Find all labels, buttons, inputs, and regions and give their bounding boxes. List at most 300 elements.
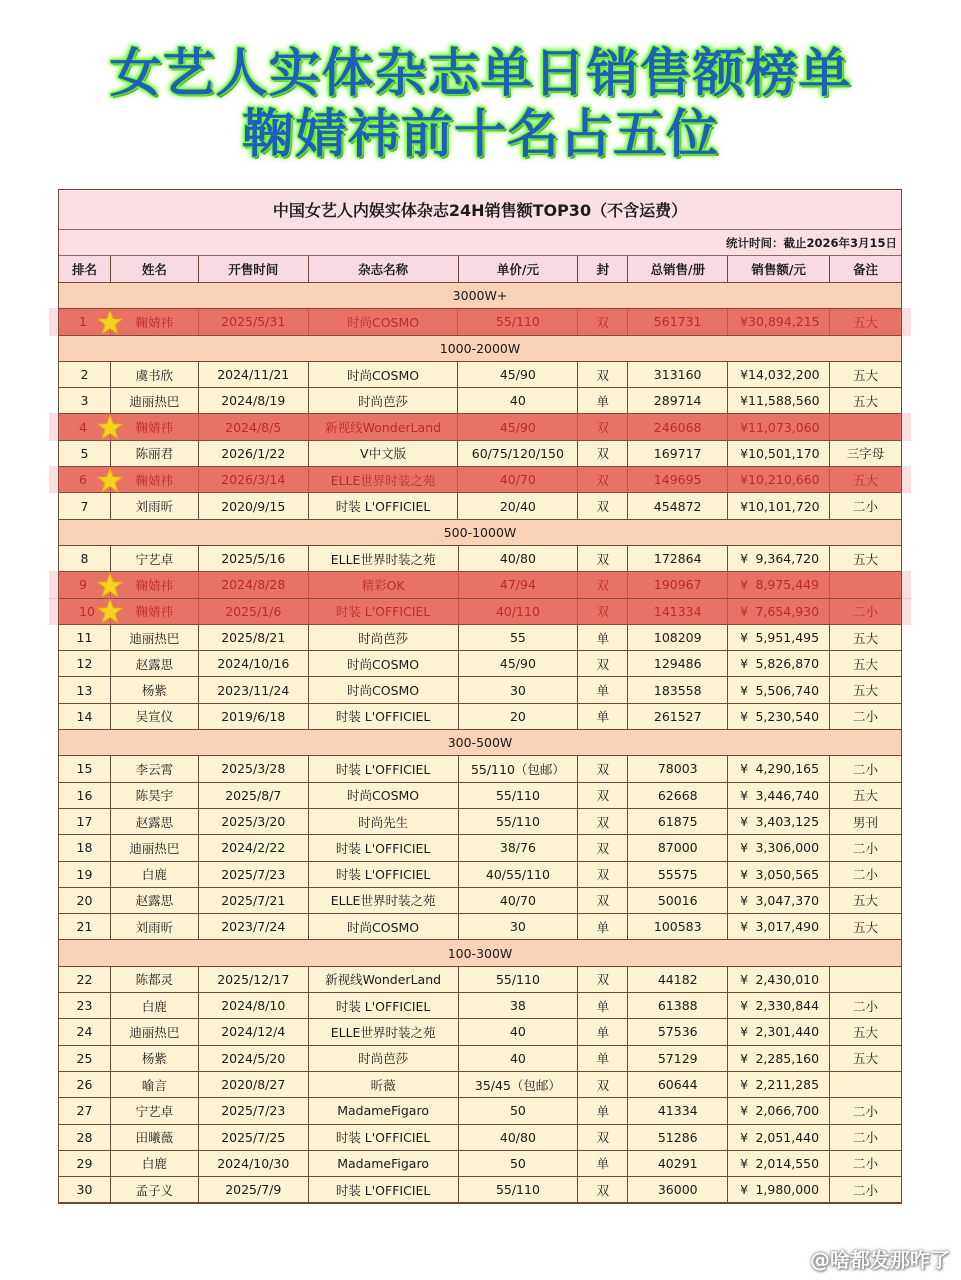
name-cell: 鞠婧祎 <box>111 572 199 597</box>
headline-line-2: 鞠婧祎前十名占五位 <box>241 105 719 165</box>
cover-cell: 双 <box>578 862 628 887</box>
cover-cell: 双 <box>578 835 628 860</box>
rank-cell: 7 <box>59 493 111 518</box>
magazine-cell: 时尚芭莎 <box>309 388 459 413</box>
name-cell: 陈丽君 <box>111 441 199 466</box>
copies-cell: 51286 <box>628 1125 728 1150</box>
revenue-cell <box>728 651 830 676</box>
price-cell: 47/94 <box>459 572 579 597</box>
date-cell: 2025/8/7 <box>199 783 309 808</box>
copies-cell: 100583 <box>628 914 728 939</box>
star-icon <box>97 598 123 624</box>
revenue-cell <box>728 1098 830 1123</box>
copies-cell: 289714 <box>628 388 728 413</box>
cover-cell: 双 <box>578 572 628 597</box>
magazine-cell: 时装 L'OFFICIEL <box>309 493 459 518</box>
rank-cell: 17 <box>59 809 111 834</box>
magazine-cell: 新视线WonderLand <box>309 414 459 439</box>
note-cell <box>830 1072 901 1097</box>
revenue-cell <box>728 1046 830 1071</box>
revenue-cell <box>728 1177 830 1202</box>
price-cell: 45/90 <box>458 414 578 439</box>
table-row <box>59 651 901 677</box>
currency-symbol: ¥ <box>740 577 749 593</box>
star-icon <box>97 414 123 440</box>
revenue-value: 1,980,000 <box>755 1182 820 1198</box>
rank-cell: 16 <box>59 783 111 808</box>
table-row <box>59 914 901 940</box>
rank-cell <box>59 599 111 624</box>
price-cell: 40/55/110 <box>459 862 579 887</box>
name-cell: 鞠婧祎 <box>111 467 199 492</box>
cover-cell: 单 <box>578 914 628 939</box>
magazine-cell: ELLE世界时装之苑 <box>309 1019 459 1044</box>
revenue-cell <box>728 362 830 387</box>
star-icon <box>97 572 123 598</box>
table-row <box>59 862 901 888</box>
rank-cell: 11 <box>59 625 111 650</box>
currency-symbol: ¥ <box>740 1024 749 1040</box>
magazine-cell: ELLE世界时装之苑 <box>309 546 459 571</box>
cover-cell: 双 <box>578 546 628 571</box>
table-row <box>59 993 901 1019</box>
note-cell: 男刊 <box>853 814 879 830</box>
name-cell: 宁艺卓 <box>111 546 199 571</box>
magazine-cell: ELLE世界时装之苑 <box>309 467 459 492</box>
currency-symbol: ¥ <box>740 708 749 724</box>
revenue-value: 30,894,215 <box>748 314 820 330</box>
table-row <box>59 572 901 598</box>
cover-cell: 单 <box>578 1098 628 1123</box>
date-cell: 2024/2/22 <box>199 835 309 860</box>
note-cell: 五大 <box>853 1024 879 1040</box>
currency-symbol: ¥ <box>740 1182 749 1198</box>
copies-cell: 55575 <box>628 862 728 887</box>
currency-symbol: ¥ <box>740 498 749 514</box>
revenue-cell <box>728 704 830 729</box>
revenue-cell <box>728 309 830 334</box>
rank-cell: 21 <box>59 914 111 939</box>
magazine-cell: 时尚COSMO <box>309 677 459 702</box>
revenue-value: 2,051,440 <box>755 1129 820 1145</box>
date-cell: 2025/5/31 <box>199 309 309 334</box>
name-cell: 白鹿 <box>111 862 199 887</box>
note-cell: 二小 <box>853 1182 879 1198</box>
date-cell: 2025/1/6 <box>199 599 309 624</box>
date-cell: 2025/7/23 <box>199 1098 309 1123</box>
group-header: 1000-2000W <box>59 336 901 362</box>
revenue-value: 11,073,060 <box>748 419 820 435</box>
table-row <box>59 756 901 782</box>
name-cell: 迪丽热巴 <box>111 1019 199 1044</box>
copies-cell: 50016 <box>628 888 728 913</box>
table-row <box>59 309 901 335</box>
note-cell: 三字母 <box>846 446 885 462</box>
table-row <box>59 967 901 993</box>
group-header: 300-500W <box>59 730 901 756</box>
revenue-value: 5,230,540 <box>755 708 820 724</box>
table-header-row <box>59 256 901 283</box>
cover-cell: 双 <box>578 783 628 808</box>
price-cell: 55/110（包邮） <box>459 756 579 781</box>
rank-cell: 30 <box>59 1177 111 1202</box>
name-cell: 白鹿 <box>111 1151 199 1176</box>
price-cell: 40/70 <box>459 888 579 913</box>
revenue-value: 3,403,125 <box>755 814 820 830</box>
table-row <box>59 1177 901 1203</box>
revenue-value: 10,101,720 <box>748 498 820 514</box>
cover-cell: 单 <box>578 1019 628 1044</box>
magazine-cell: 时装 L'OFFICIEL <box>309 1125 459 1150</box>
revenue-value: 2,330,844 <box>755 998 820 1014</box>
magazine-cell: 时尚COSMO <box>309 783 459 808</box>
rank-cell: 3 <box>59 388 111 413</box>
revenue-value: 2,430,010 <box>755 971 820 987</box>
table-row <box>59 599 901 625</box>
name-cell: 白鹿 <box>111 993 199 1018</box>
table-row <box>59 1125 901 1151</box>
note-cell: 五大 <box>853 788 879 804</box>
price-cell: 55/110 <box>459 1177 579 1202</box>
date-cell: 2025/8/21 <box>199 625 309 650</box>
revenue-value: 11,588,560 <box>748 393 820 409</box>
currency-symbol: ¥ <box>740 472 749 488</box>
star-icon <box>97 467 123 493</box>
price-cell: 40 <box>459 1046 579 1071</box>
rank-cell: 20 <box>59 888 111 913</box>
price-cell: 35/45（包邮） <box>459 1072 579 1097</box>
name-cell: 陈昊宇 <box>111 783 199 808</box>
rank-cell: 8 <box>59 546 111 571</box>
cover-cell: 双 <box>578 362 628 387</box>
rank-cell: 22 <box>59 967 111 992</box>
copies-cell: 129486 <box>628 651 728 676</box>
note-cell: 五大 <box>853 551 879 567</box>
note-cell: 五大 <box>853 656 879 672</box>
star-icon <box>97 309 123 335</box>
revenue-value: 5,951,495 <box>755 630 820 645</box>
date-cell: 2019/6/18 <box>199 704 309 729</box>
revenue-value: 10,501,170 <box>748 445 820 461</box>
cover-cell: 双 <box>578 1177 628 1202</box>
watermark-text: @啥都发那咋了 <box>810 1248 950 1272</box>
date-cell: 2024/10/16 <box>199 651 309 676</box>
cover-cell: 双 <box>578 309 628 334</box>
copies-cell: 313160 <box>628 362 728 387</box>
name-cell: 刘雨昕 <box>111 493 199 518</box>
cover-cell: 单 <box>578 1046 628 1071</box>
copies-cell: 561731 <box>628 309 728 334</box>
price-cell: 50 <box>459 1098 579 1123</box>
currency-symbol: ¥ <box>740 761 749 777</box>
date-cell: 2025/7/25 <box>199 1125 309 1150</box>
col-header-magazine: 杂志名称 <box>309 256 459 282</box>
name-cell: 迪丽热巴 <box>111 388 199 413</box>
magazine-cell: V中文版 <box>309 441 459 466</box>
date-cell: 2025/7/9 <box>199 1177 309 1202</box>
price-cell: 60/75/120/150 <box>458 441 578 466</box>
col-header-name: 姓名 <box>111 256 199 282</box>
date-cell: 2024/8/5 <box>199 414 309 439</box>
note-cell: 五大 <box>853 367 879 383</box>
date-cell: 2025/7/21 <box>199 888 309 913</box>
revenue-cell <box>728 388 830 413</box>
price-cell: 38/76 <box>459 835 579 860</box>
magazine-cell: MadameFigaro <box>309 1151 459 1176</box>
currency-symbol: ¥ <box>740 630 749 645</box>
copies-cell: 169717 <box>628 441 728 466</box>
note-cell: 五大 <box>853 683 879 699</box>
revenue-value: 9,364,720 <box>755 551 820 567</box>
col-header-revenue: 销售额/元 <box>728 256 830 282</box>
cover-cell: 单 <box>578 677 628 702</box>
date-cell: 2026/3/14 <box>199 467 309 492</box>
copies-cell: 61388 <box>628 993 728 1018</box>
magazine-cell: 时尚先生 <box>309 809 459 834</box>
revenue-cell <box>728 1125 830 1150</box>
revenue-cell <box>728 546 830 571</box>
currency-symbol: ¥ <box>740 892 749 908</box>
name-cell: 迪丽热巴 <box>111 835 199 860</box>
date-cell: 2025/12/17 <box>199 967 309 992</box>
price-cell: 40 <box>459 1019 579 1044</box>
headline-line-1: 女艺人实体杂志单日销售额榜单 <box>109 44 852 104</box>
name-cell: 赵露思 <box>111 809 199 834</box>
currency-symbol: ¥ <box>740 314 749 330</box>
note-cell: 二小 <box>853 1103 879 1119</box>
note-cell: 五大 <box>853 630 879 646</box>
revenue-cell <box>728 835 830 860</box>
col-header-rank: 排名 <box>59 256 111 282</box>
magazine-cell: 昕薇 <box>309 1072 459 1097</box>
name-cell: 鞠婧祎 <box>111 599 199 624</box>
table-row <box>59 493 901 519</box>
revenue-value: 3,050,565 <box>755 866 820 882</box>
rank-cell: 28 <box>59 1125 111 1150</box>
currency-symbol: ¥ <box>740 840 749 856</box>
note-cell: 五大 <box>853 472 879 488</box>
name-cell: 迪丽热巴 <box>111 625 199 650</box>
cover-cell: 单 <box>578 704 628 729</box>
name-cell: 喻言 <box>111 1072 199 1097</box>
rank-cell: 27 <box>59 1098 111 1123</box>
revenue-cell <box>728 572 830 597</box>
revenue-cell <box>728 1019 830 1044</box>
name-cell: 田曦薇 <box>111 1125 199 1150</box>
note-cell: 二小 <box>853 761 879 777</box>
table-row <box>59 888 901 914</box>
table-body <box>59 283 901 1203</box>
name-cell: 陈都灵 <box>111 967 199 992</box>
currency-symbol: ¥ <box>740 682 749 698</box>
price-cell: 30 <box>459 914 579 939</box>
copies-cell: 36000 <box>628 1177 728 1202</box>
revenue-value: 4,290,165 <box>755 761 820 777</box>
magazine-cell: 时尚COSMO <box>309 309 459 334</box>
revenue-cell <box>728 599 830 624</box>
currency-symbol: ¥ <box>740 787 749 803</box>
price-cell: 38 <box>459 993 579 1018</box>
revenue-cell <box>728 467 830 492</box>
magazine-cell: 时装 L'OFFICIEL <box>309 756 459 781</box>
note-cell: 二小 <box>853 998 879 1014</box>
revenue-cell <box>728 783 830 808</box>
date-cell: 2024/11/21 <box>199 362 309 387</box>
copies-cell: 40291 <box>628 1151 728 1176</box>
rank-cell: 5 <box>59 441 111 466</box>
revenue-cell <box>728 756 830 781</box>
revenue-value: 7,654,930 <box>755 603 820 619</box>
col-header-note: 备注 <box>853 262 879 277</box>
price-cell: 40/80 <box>459 546 579 571</box>
copies-cell: 261527 <box>628 704 728 729</box>
watermark <box>778 1244 950 1273</box>
price-cell: 50 <box>459 1151 579 1176</box>
revenue-cell <box>728 888 830 913</box>
name-cell: 赵露思 <box>111 888 199 913</box>
rank-cell: 19 <box>59 862 111 887</box>
magazine-cell: 时尚COSMO <box>309 651 459 676</box>
rank-cell: 14 <box>59 704 111 729</box>
group-header: 100-300W <box>59 940 901 966</box>
revenue-value: 3,047,370 <box>755 892 820 908</box>
date-cell: 2024/12/4 <box>199 1019 309 1044</box>
cover-cell: 双 <box>578 651 628 676</box>
price-cell: 45/90 <box>459 651 579 676</box>
note-cell: 二小 <box>853 1156 879 1172</box>
price-cell: 40/70 <box>458 467 578 492</box>
copies-cell: 87000 <box>628 835 728 860</box>
date-cell: 2025/3/20 <box>199 809 309 834</box>
cover-cell: 单 <box>578 388 628 413</box>
cover-cell: 双 <box>578 1125 628 1150</box>
rank-cell: 24 <box>59 1019 111 1044</box>
table-row <box>59 388 901 414</box>
revenue-value: 8,975,449 <box>755 577 820 593</box>
date-cell: 2023/11/24 <box>199 677 309 702</box>
magazine-cell: 时尚COSMO <box>309 914 459 939</box>
currency-symbol: ¥ <box>740 393 749 409</box>
note-cell: 五大 <box>853 393 879 409</box>
table-row <box>59 809 901 835</box>
col-header-copies: 总销售/册 <box>628 256 728 282</box>
copies-cell: 149695 <box>628 467 728 492</box>
price-cell: 55/110 <box>458 309 578 334</box>
note-cell: 二小 <box>853 1130 879 1146</box>
date-cell: 2025/5/16 <box>199 546 309 571</box>
revenue-cell <box>728 967 830 992</box>
table-row <box>59 414 901 440</box>
revenue-value: 5,506,740 <box>755 682 820 698</box>
currency-symbol: ¥ <box>740 998 749 1014</box>
rank-cell: 2 <box>59 362 111 387</box>
note-cell: 二小 <box>853 840 879 856</box>
copies-cell: 57536 <box>628 1019 728 1044</box>
copies-cell: 108209 <box>628 625 728 650</box>
currency-symbol: ¥ <box>740 971 749 987</box>
price-cell: 40/80 <box>459 1125 579 1150</box>
rank-number: 1 <box>79 314 87 330</box>
table-row <box>59 783 901 809</box>
date-cell: 2020/8/27 <box>199 1072 309 1097</box>
revenue-value: 3,446,740 <box>755 787 820 803</box>
revenue-value: 5,826,870 <box>755 656 820 672</box>
cover-cell: 双 <box>578 967 628 992</box>
cover-cell: 单 <box>578 625 628 650</box>
revenue-cell <box>728 1151 830 1176</box>
rank-cell: 18 <box>59 835 111 860</box>
rank-cell: 13 <box>59 677 111 702</box>
copies-cell: 172864 <box>628 546 728 571</box>
revenue-cell <box>728 625 830 650</box>
magazine-cell: 时尚COSMO <box>309 362 459 387</box>
revenue-value: 2,014,550 <box>755 1155 820 1171</box>
currency-symbol: ¥ <box>740 1103 749 1119</box>
date-cell: 2024/10/30 <box>199 1151 309 1176</box>
table-row <box>59 362 901 388</box>
col-header-price: 单价/元 <box>459 256 579 282</box>
name-cell: 杨紫 <box>111 1046 199 1071</box>
copies-cell: 246068 <box>628 414 728 439</box>
note-cell <box>830 572 901 597</box>
cover-cell: 双 <box>578 756 628 781</box>
table-row <box>59 546 901 572</box>
col-header-date: 开售时间 <box>199 256 309 282</box>
note-cell: 二小 <box>853 709 879 725</box>
cover-cell: 双 <box>578 599 628 624</box>
table-row <box>59 441 901 467</box>
copies-cell: 62668 <box>628 783 728 808</box>
name-cell: 宁艺卓 <box>111 1098 199 1123</box>
group-header: 500-1000W <box>59 520 901 546</box>
magazine-cell: 时装 L'OFFICIEL <box>309 599 459 624</box>
currency-symbol: ¥ <box>740 419 749 435</box>
cover-cell: 双 <box>578 414 628 439</box>
date-cell: 2023/7/24 <box>199 914 309 939</box>
note-cell: 五大 <box>853 1051 879 1067</box>
date-cell: 2024/8/10 <box>199 993 309 1018</box>
cover-cell: 双 <box>578 888 628 913</box>
note-cell <box>830 414 901 439</box>
magazine-cell: 时尚芭莎 <box>309 1046 459 1071</box>
currency-symbol: ¥ <box>740 866 749 882</box>
table-row <box>59 1072 901 1098</box>
date-cell: 2025/3/28 <box>199 756 309 781</box>
cover-cell: 双 <box>578 493 628 518</box>
currency-symbol: ¥ <box>740 1155 749 1171</box>
table-row <box>59 1151 901 1177</box>
magazine-cell: 时装 L'OFFICIEL <box>309 704 459 729</box>
revenue-value: 3,306,000 <box>755 840 820 856</box>
revenue-cell <box>728 1072 830 1097</box>
currency-symbol: ¥ <box>740 603 749 619</box>
ranking-table <box>58 189 902 1204</box>
date-cell: 2024/8/19 <box>199 388 309 413</box>
note-cell: 二小 <box>853 499 879 515</box>
cover-cell: 双 <box>578 1072 628 1097</box>
table-row <box>59 467 901 493</box>
currency-symbol: ¥ <box>740 445 749 461</box>
name-cell: 鞠婧祎 <box>111 414 199 439</box>
note-cell: 五大 <box>853 893 879 909</box>
table-row <box>59 1046 901 1072</box>
price-cell: 55/110 <box>459 809 579 834</box>
rank-cell: 29 <box>59 1151 111 1176</box>
rank-cell <box>59 467 111 492</box>
magazine-cell: ELLE世界时装之苑 <box>309 888 459 913</box>
table-row <box>59 677 901 703</box>
revenue-value: 2,285,160 <box>755 1050 820 1066</box>
